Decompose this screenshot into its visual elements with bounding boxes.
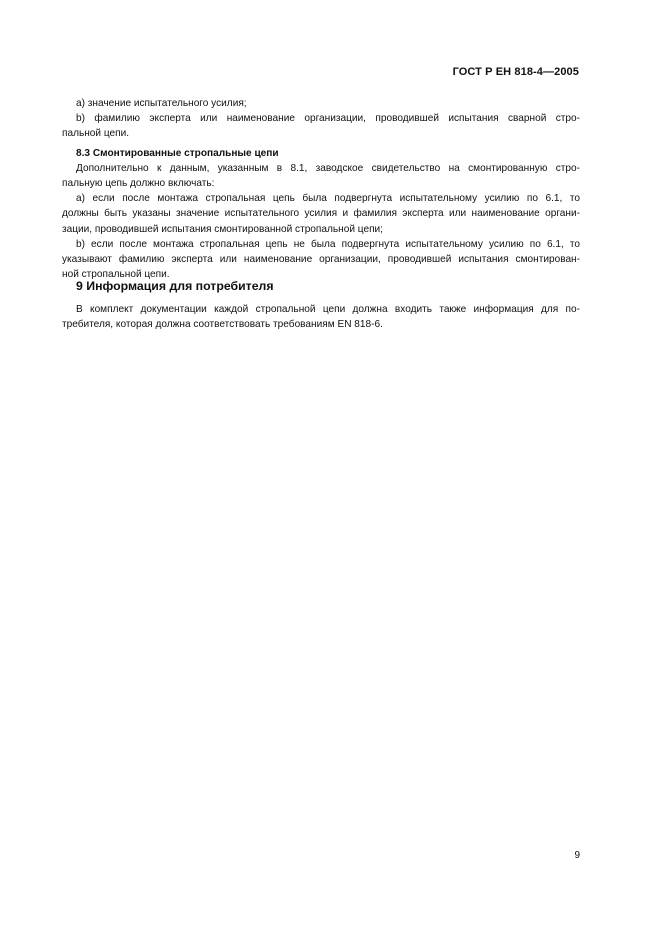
text-line: b) фамилию эксперта или наименование организации, проводившей испытания сварной стро- [76, 113, 580, 125]
text-line: a) значение испытательного усилия; [76, 98, 247, 109]
text-line: a) если после монтажа стропальная цепь была подвергнута испытательному усилию по 6.1, то [76, 193, 580, 205]
text-line: Дополнительно к данным, указанным в 8.1, заводское свидетельство на смонтированную стро- [76, 162, 580, 174]
section-9-paragraph [62, 302, 580, 332]
text-line: зации, проводившей испытания смонтированной стропальной цепи; [62, 223, 383, 235]
section-title-9: 9 Информация для потребителя [76, 279, 274, 293]
section-9-text [62, 302, 580, 332]
subsection-title-text: 8.3 Смонтированные стропальные цепи [76, 147, 279, 159]
main-text [62, 96, 580, 282]
page-number: 9 [574, 850, 580, 861]
text-line: b) если после монтажа стропальная цепь не была подвергнута испытательному усилию по 6.1, то [76, 238, 580, 250]
subsection-title-8-3 [76, 146, 580, 161]
text-line: требителя, которая должна соответствовать требованиям EN 818-6. [62, 319, 383, 331]
subsection-intro [62, 161, 580, 191]
item-a-test-force [76, 96, 580, 111]
text-line: пальную цепь должно включать: [62, 178, 215, 190]
text-line: должны быть указаны значение испытательного усилия и фамилия эксперта или наименование органи- [62, 208, 580, 220]
text-line: пальной цепи. [62, 128, 130, 140]
item-b-expert-name [62, 111, 580, 141]
subsection-item-a [62, 191, 580, 237]
subsection-item-b [62, 237, 580, 283]
document-code: ГОСТ Р ЕН 818-4—2005 [452, 66, 579, 78]
text-line: ной стропальной цепи. [62, 269, 170, 281]
text-line: В комплект документации каждой стропальной цепи должна входить также информация для по- [76, 304, 580, 315]
text-line: указывают фамилию эксперта или наименование организации, проводившей испытания смонтирован- [62, 254, 580, 266]
